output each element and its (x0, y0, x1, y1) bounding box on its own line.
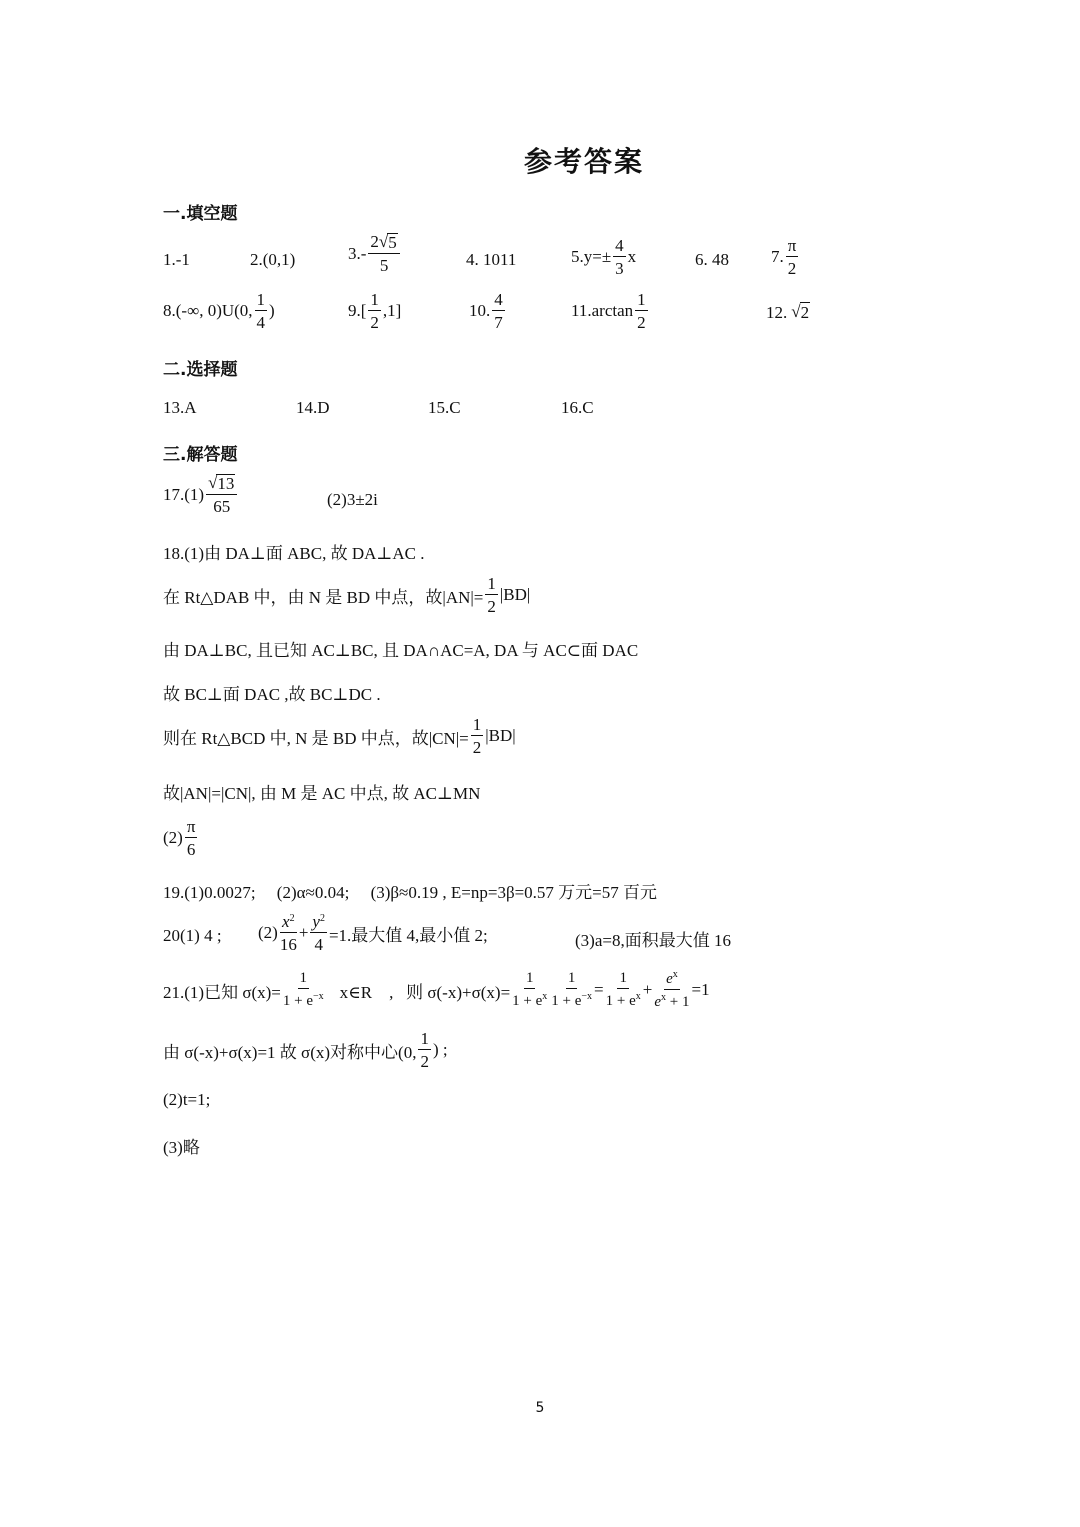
answer-20-y: y (312, 912, 320, 931)
answer-10-prefix: 10. (469, 301, 491, 320)
answer-12-radicand: 2 (800, 303, 810, 322)
page-number: 5 (535, 1400, 545, 1416)
answer-20-x-den: 16 (279, 935, 297, 954)
answer-10-denominator: 7 (494, 313, 503, 332)
answer-8 (163, 291, 275, 331)
answer-21-prefix: 21.(1)已知 σ(x)= (163, 982, 281, 1002)
answer-8-numerator: 1 (256, 290, 266, 309)
answer-18-part2-prefix: (2) (163, 828, 183, 847)
answer-14: 14.D (296, 398, 330, 417)
answer-18-line6: 故|AN|=|CN|, 由 M 是 AC 中点, 故 AC⊥MN (163, 784, 481, 803)
answer-20-part2: (2) $\frac{x^2}{16}$ + $\frac{y^2}{4}$ =1.最大值 4,最小值 2; (258, 912, 488, 954)
answer-21-den4-exp: x (635, 991, 641, 1002)
answer-21-numerator: 1 (566, 971, 578, 989)
section-fill-blank-heading: 一.填空题 (163, 204, 238, 224)
answer-17 (163, 474, 239, 515)
answer-11-prefix: 11.arctan (571, 301, 634, 320)
answer-21-den3: 1 + e (551, 993, 582, 1009)
answer-18-part2 (163, 818, 199, 858)
answer-21-line2-text: 由 σ(-x)+σ(x)=1 故 σ(x)对称中心(0, (163, 1042, 417, 1062)
answer-18-line2-text: 在 Rt△DAB 中，由 N 是 BD 中点，故|AN|= (163, 587, 484, 607)
answer-18-line2-suffix: |BD| (499, 585, 531, 604)
section-solution-heading: 三.解答题 (163, 445, 238, 465)
answer-21-part2: (2)t=1; (163, 1090, 211, 1109)
answer-13: 13.A (163, 398, 197, 417)
answer-21-line1: 21.(1)已知 σ(x)= $\frac{1}{1 + e^{-x}}$ x∈R , 则 σ(-x)+σ(x)= $\frac{1}{1 + e^x}$ $\frac{1}{1 + e^{-x}}$ = $\frac{1}{1 + e^x}$ + $\frac{e^x}{e^x + 1}$ =1 (163, 969, 710, 1010)
answer-17-radicand: 13 (217, 474, 235, 493)
answer-21-part3: (3)略 (163, 1138, 200, 1157)
answer-6: 6. 48 (695, 250, 729, 269)
answer-12 (766, 302, 810, 323)
answer-10 (469, 291, 507, 331)
answer-20-part2-suffix: =1.最大值 4,最小值 2; (328, 925, 488, 945)
answer-20-part3: (3)a=8,面积最大值 16 (575, 931, 731, 950)
answer-8-suffix: ) (269, 301, 275, 320)
answer-21-e-exp: x (672, 969, 678, 980)
answer-21-den3-exp: −x (581, 991, 593, 1002)
answer-3-coef: 2 (370, 232, 379, 251)
answer-7 (771, 237, 800, 277)
answer-18-line5 (163, 716, 516, 756)
answer-3 (348, 233, 402, 274)
answer-3-denominator: 5 (379, 256, 389, 275)
answer-3-radicand: 5 (388, 233, 397, 252)
answer-21-den2-exp: x (542, 991, 548, 1002)
answer-11 (571, 291, 650, 331)
answer-21-den4: 1 + e (605, 993, 636, 1009)
answer-21-line2-denominator: 2 (420, 1052, 429, 1071)
answer-18-line2-denominator: 2 (487, 597, 496, 616)
answer-15: 15.C (428, 398, 461, 417)
answer-5-suffix: x (627, 247, 637, 266)
page-title: 参考答案 (523, 145, 644, 178)
answer-18-line5-numerator: 1 (472, 715, 482, 734)
answer-20-plus: + (298, 923, 309, 942)
answer-18-part2-numerator: π (186, 817, 196, 836)
answer-8-prefix: 8.(-∞, 0)U(0, (163, 301, 253, 320)
answer-21-den1-exp: −x (313, 991, 324, 1002)
answer-9-prefix: 9.[ (348, 301, 367, 320)
answer-21-equals: = (594, 980, 604, 999)
answer-5 (571, 237, 636, 277)
answer-12-prefix: 12. (766, 302, 788, 322)
answer-9-suffix: ,1] (382, 301, 402, 320)
sqrt-symbol: √ (791, 302, 801, 321)
answer-5-denominator: 3 (615, 259, 624, 278)
answer-17-part2: (2)3±2i (327, 490, 378, 509)
answer-18-line1: 18.(1)由 DA⊥面 ABC, 故 DA⊥AC . (163, 544, 425, 563)
answer-20-x: x (282, 912, 290, 931)
answer-21-den5: e (654, 994, 662, 1010)
answer-21-den1: 1 + e (282, 993, 314, 1009)
answer-20-y-den: 4 (314, 935, 323, 954)
answer-5-prefix: 5.y=± (571, 247, 612, 266)
answer-3-fraction (368, 233, 399, 274)
answer-5-numerator: 4 (615, 236, 624, 255)
answer-9-numerator: 1 (370, 290, 379, 309)
answer-7-prefix: 7. (771, 247, 784, 266)
answer-18-line4: 故 BC⊥面 DAC ,故 BC⊥DC . (163, 685, 381, 704)
answer-21-numerator: 1 (298, 971, 310, 989)
answer-17-denominator: 65 (213, 497, 231, 516)
answer-18-line3: 由 DA⊥BC, 且已知 AC⊥BC, 且 DA∩AC=A, DA 与 AC⊂面 DAC (163, 641, 639, 660)
answer-21-mid: x∈R , 则 σ(-x)+σ(x)= (339, 982, 511, 1002)
answer-21-numerator: 1 (617, 971, 629, 989)
section-choice-heading: 二.选择题 (163, 360, 238, 380)
answer-21-line2-suffix: ) ; (432, 1040, 448, 1059)
answer-19: 19.(1)0.0027; (2)α≈0.04; (3)β≈0.19 , E=np=3β=0.57 万元=57 百元 (163, 883, 658, 902)
answer-3-prefix: 3.- (348, 243, 367, 263)
answer-20-part1: 20(1) 4 ; (163, 926, 222, 945)
answer-21-den5-exp: x (661, 992, 667, 1003)
answer-21-line2-numerator: 1 (420, 1029, 429, 1048)
answer-17-prefix: 17.(1) (163, 484, 205, 504)
answer-18-line5-suffix: |BD| (485, 726, 516, 745)
answer-9-denominator: 2 (370, 313, 379, 332)
answer-21-end: =1 (691, 980, 710, 999)
sqrt-symbol: √ (208, 473, 218, 492)
answer-1: 1.-1 (163, 250, 190, 269)
answer-8-denominator: 4 (256, 313, 266, 332)
answer-11-denominator: 2 (637, 313, 646, 332)
answer-21-line2 (163, 1030, 448, 1070)
answer-21-den5-tail: + 1 (666, 994, 690, 1010)
answer-18-line5-denominator: 2 (472, 738, 482, 757)
answer-18-line2 (163, 575, 530, 615)
answer-9 (348, 291, 401, 331)
answer-18-line5-text: 则在 Rt△BCD 中, N 是 BD 中点，故|CN|= (163, 728, 469, 748)
answer-18-line2-numerator: 1 (487, 574, 496, 593)
answer-18-part2-denominator: 6 (186, 840, 196, 859)
answer-7-numerator: π (787, 236, 797, 255)
answer-10-numerator: 4 (494, 290, 503, 309)
answer-21-den2: 1 + e (512, 993, 543, 1009)
answer-4: 4. 1011 (466, 250, 517, 269)
answer-21-numerator: 1 (524, 971, 536, 989)
sqrt-symbol: √ (378, 232, 389, 251)
answer-20-part2-prefix: (2) (258, 923, 278, 942)
answer-16: 16.C (561, 398, 594, 417)
answer-2: 2.(0,1) (250, 250, 296, 269)
answer-7-denominator: 2 (787, 259, 797, 278)
answer-11-numerator: 1 (637, 290, 646, 309)
answer-21-e: e (666, 971, 673, 987)
